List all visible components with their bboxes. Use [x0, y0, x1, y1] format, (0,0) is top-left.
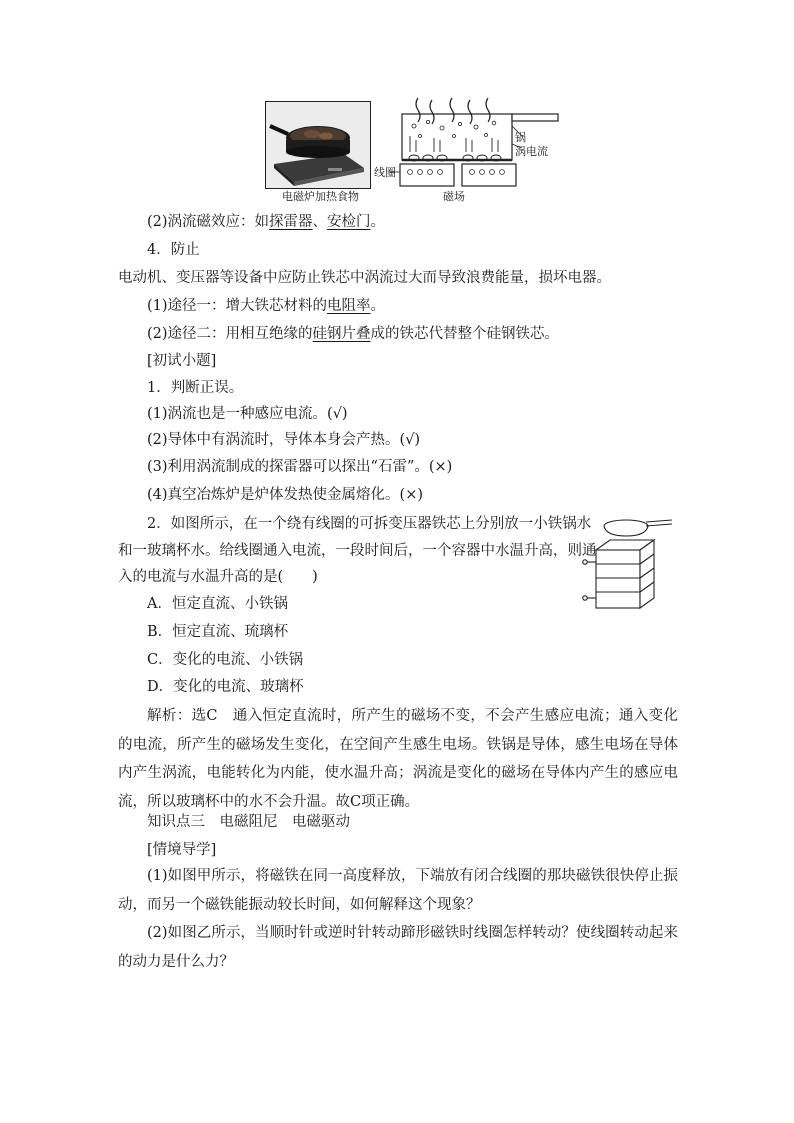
method-one-line	[147, 296, 385, 316]
prevention-text: 电动机、变压器等设备中应防止铁芯中涡流过大而导致浪费能量，损坏电器。	[118, 270, 611, 286]
text-segment: 。	[370, 298, 386, 314]
photo-caption: 电磁炉加热食物	[282, 190, 359, 203]
question-two-stem-2: 和一玻璃杯水。给线圈通入电流，一段时间后，一个容器中水温升高，则通	[118, 543, 597, 559]
guide-question-1: (1)如图甲所示，将磁铁在同一高度释放，下端放有闭合线圈的那块磁铁很快停止振动，而另一个磁铁能振动较长时间，如何解释这个现象？	[118, 868, 678, 913]
guide-heading: [情境导学]	[147, 842, 217, 858]
trial-heading: [初试小题]	[147, 353, 217, 369]
option-c: C．变化的电流、小铁锅	[147, 652, 304, 668]
label-coil: 线圈	[374, 166, 396, 179]
question-two-stem-3: 入的电流与水温升高的是( )	[118, 569, 318, 585]
text-segment: 、	[312, 214, 328, 230]
judgement-1: (1)涡流也是一种感应电流。(√)	[147, 406, 348, 422]
question-one-title: 1．判断正误。	[147, 380, 244, 396]
answer-silicon-steel-sheet: 硅钢片	[312, 326, 357, 342]
judgement-3: (3)利用涡流制成的探雷器可以探出“石雷”。(×)	[147, 459, 453, 475]
label-eddy-current: 涡电流	[515, 145, 548, 158]
answer-security-gate: 安检门	[327, 214, 371, 230]
text-segment: (2)途径二：用相互绝缘的	[147, 326, 313, 342]
judgement-2: (2)导体中有涡流时，导体本身会产热。(√)	[147, 432, 421, 448]
guide-question-2: (2)如图乙所示，当顺时针或逆时针转动蹄形磁铁时线圈怎样转动？使线圈转动起来的动力是什么力？	[118, 925, 678, 970]
answer-mine-detector: 探雷器	[269, 214, 313, 230]
text-segment: (1)途径一：增大铁芯材料的	[147, 298, 328, 314]
label-magnetic-field: 磁场	[443, 190, 465, 203]
induction-cooker-photo	[265, 101, 371, 189]
text-segment: (2)涡流磁效应：如	[147, 214, 270, 230]
prevention-heading: 4．防止	[147, 242, 200, 258]
transformer-core-figure	[580, 512, 676, 614]
text-segment: 成的铁芯代替整个硅钢铁芯。	[370, 326, 560, 342]
method-two-line	[147, 324, 559, 344]
label-pot: 锅	[515, 131, 526, 144]
option-d: D．变化的电流、玻璃杯	[147, 679, 304, 695]
section-heading: 知识点三 电磁阻尼 电磁驱动	[147, 814, 350, 830]
eddy-magnetic-effect-line	[147, 212, 385, 232]
text-segment: 。	[370, 214, 386, 230]
judgement-4: (4)真空冶炼炉是炉体发热使金属熔化。(×)	[147, 487, 424, 503]
answer-resistivity: 电阻率	[327, 298, 371, 314]
answer-stacked: 叠	[356, 326, 371, 342]
option-a: A．恒定直流、小铁锅	[147, 596, 288, 612]
option-b: B．恒定直流、琉璃杯	[147, 624, 289, 640]
analysis-paragraph: 解析：选C 通入恒定直流时，所产生的磁场不变，不会产生感应电流；通入变化的电流，所产生的磁场发生变化，在空间产生感生电场。铁锅是导体，感生电场在导体内产生涡流，电能转化为内能，使水温升高；涡流是变化的磁场在导体内产生的感应电流，所以玻璃杯中的水不会升温。故C项正确。	[118, 708, 678, 810]
question-two-stem-1: 2．如图所示，在一个绕有线圈的可拆变压器铁芯上分别放一小铁锅水	[147, 516, 592, 532]
